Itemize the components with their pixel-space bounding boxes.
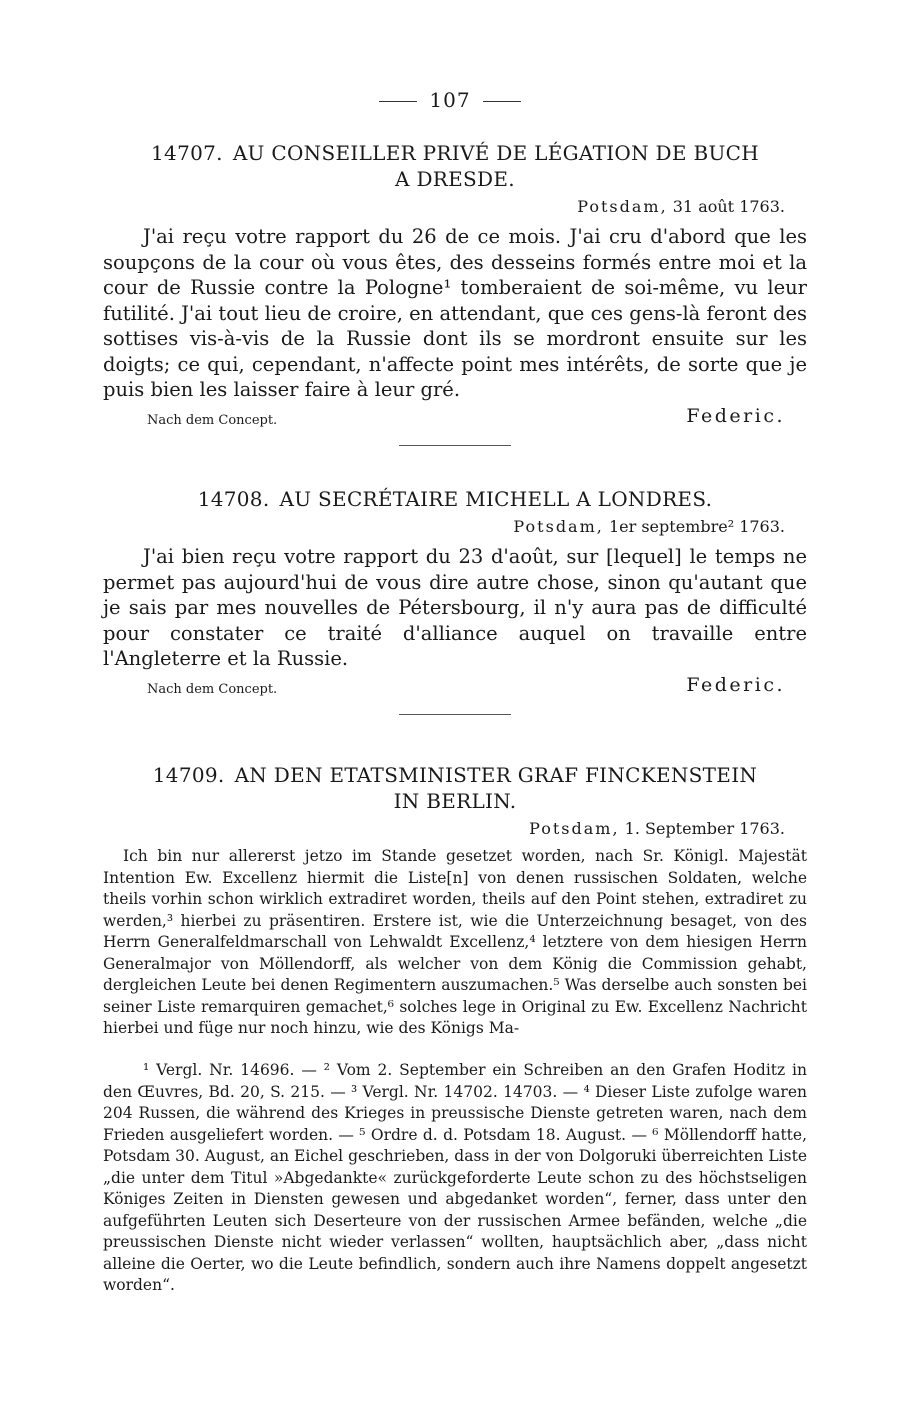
letter-source: Nach dem Concept. — [147, 412, 278, 428]
letter-14707 — [103, 140, 807, 446]
letter-dateline — [103, 196, 807, 218]
letter-14708 — [103, 486, 807, 715]
letter-recipient: AU CONSEILLER PRIVÉ DE LÉGATION DE BUCH — [232, 141, 759, 165]
page-number-dash-left — [379, 101, 417, 102]
page-number: 107 — [429, 88, 471, 112]
letter-dateline — [103, 818, 807, 840]
letter-heading — [103, 486, 807, 512]
page-number-line — [0, 88, 900, 112]
letter-recipient: AU SECRÉTAIRE MICHELL A LONDRES. — [279, 487, 713, 511]
letter-body: J'ai bien reçu votre rapport du 23 d'août, sur [lequel] le temps ne permet pas aujourd'hui de vous dire autre chose, sinon qu'autant que je sais par mes nouvelles de Pétersbourg, il n'y aura pas de difficulté pour constater ce traité d'alliance auquel on travaille entre l'Angleterre et la Russie. — [103, 545, 807, 670]
dateline-place: Potsdam, — [513, 517, 604, 536]
letter-source: Nach dem Concept. — [147, 681, 278, 697]
letter-closing — [103, 674, 807, 700]
letter-dateline — [103, 516, 807, 538]
letter-heading — [103, 762, 807, 814]
dateline-date: 1. September 1763. — [624, 819, 785, 838]
dateline-date: 1er septembre² 1763. — [608, 517, 785, 536]
letter-number: 14707. — [151, 141, 223, 165]
letter-signature: Federic. — [686, 673, 785, 696]
letter-closing — [103, 405, 807, 431]
letter-recipient-place: IN BERLIN. — [393, 789, 517, 813]
letter-recipient: AN DEN ETATSMINISTER GRAF FINCKENSTEIN — [234, 763, 758, 787]
section-divider — [399, 714, 511, 715]
dateline-place: Potsdam, — [577, 197, 668, 216]
letter-14709 — [103, 762, 807, 1040]
letter-body: Ich bin nur allererst jetzo im Stande gesetzet worden, nach Sr. Königl. Majestät Intention Ew. Excellenz hiermit die Liste[n] von denen russischen Soldaten, welche theils vorhin schon wirklich extradiret worden, theils auf den Point stehen, extradiret zu werden,³ hierbei zu präsentiren. Erstere ist, wie die Unterzeichnung besaget, von des Herrn Generalfeldmarschall von Lehwaldt Excellenz,⁴ letztere von dem hiesigen Herrn Generalmajor von Möllendorff, als welcher von dem König die Commission gehabt, dergleichen Leute bei denen Regimentern auszumachen.⁵ Was derselbe auch sonsten bei seiner Liste remarquiren gemachet,⁶ solches lege in Original zu Ew. Excellenz Nachricht hierbei und füge nur noch hinzu, wie des Königs Ma- — [103, 847, 807, 1037]
letter-body: J'ai reçu votre rapport du 26 de ce mois. J'ai cru d'abord que les soupçons de la cour où vous êtes, des desseins formés entre moi et la cour de Russie contre la Pologne¹ tomberaient de soi-même, vu leur futilité. J'ai tout lieu de croire, en attendant, que ces gens-là feront des sottises vis-à-vis de la Russie dont ils se mordront ensuite sur les doigts; ce qui, cependant, n'affecte point mes intérêts, de sorte que je puis bien les laisser faire à leur gré. — [103, 225, 807, 401]
footnotes: ¹ Vergl. Nr. 14696. — ² Vom 2. September ein Schreiben an den Grafen Hoditz in den Œuvres, Bd. 20, S. 215. — ³ Vergl. Nr. 14702. 14703. — ⁴ Dieser Liste zufolge waren 204 Russen, die während des Krieges in preussische Dienste getreten waren, nach dem Frieden ausgeliefert worden. — ⁵ Ordre d. d. Potsdam 18. August. — ⁶ Möllendorff hatte, Potsdam 30. August, an Eichel geschrieben, dass in der von Dolgoruki überreichten Liste „die unter dem Titul »Abgedankte« zurückgeforderte Leute schon zu des höchstseligen Königes Zeiten in Diensten gewesen und abgedanket worden“, ferner, dass unter den aufgeführten Leuten sich Deserteure von der russischen Armee befänden, welche „die preussischen Dienste nicht wieder verlassen“ wollten, hauptsächlich aber, „dass nicht alleine die Oerter, wo die Leute befindlich, sondern auch ihre Namens doppelt angesetzt worden“. — [103, 1061, 807, 1294]
dateline-place: Potsdam, — [529, 819, 620, 838]
section-divider — [399, 445, 511, 446]
page-number-dash-right — [483, 101, 521, 102]
dateline-date: 31 août 1763. — [672, 197, 785, 216]
letter-signature: Federic. — [686, 404, 785, 427]
letter-number: 14708. — [197, 487, 270, 511]
letter-heading — [103, 140, 807, 192]
letter-number: 14709. — [152, 763, 225, 787]
letter-recipient-place: A DRESDE. — [395, 167, 515, 191]
